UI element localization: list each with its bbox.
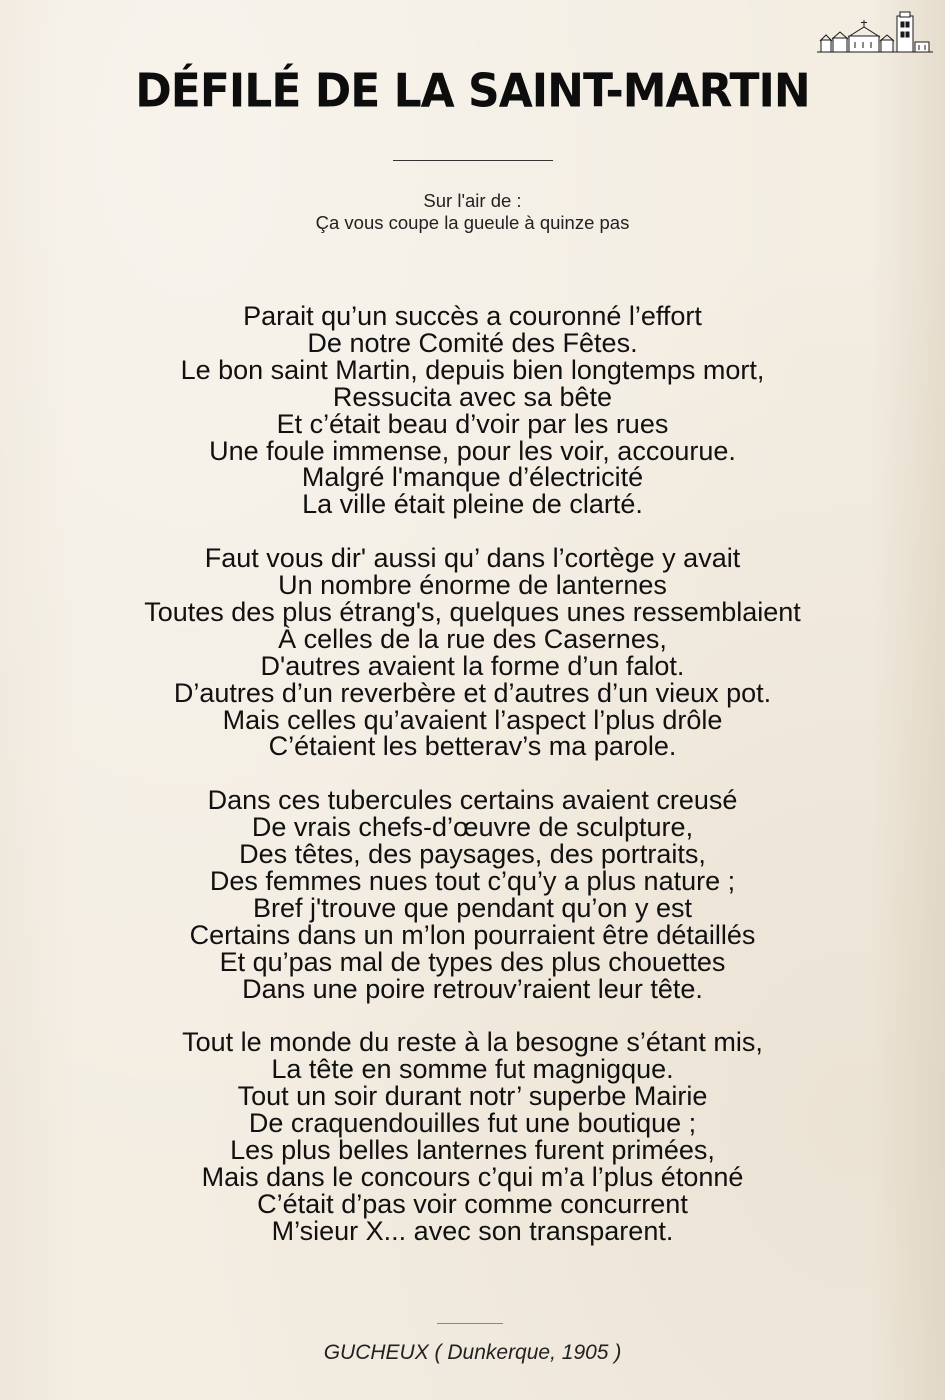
verse-line: Certains dans un m’lon pourraient être détaillés xyxy=(189,919,756,950)
verse-line: Ressucita avec sa bête xyxy=(332,381,613,412)
verse-line: La ville était pleine de clarté. xyxy=(302,489,643,520)
verse-line: De notre Comité des Fêtes. xyxy=(307,327,638,358)
verse-line: Parait qu’un succès a couronné l’effort xyxy=(243,301,702,331)
title-divider xyxy=(393,160,553,161)
verse-line: Une foule immense, pour les voir, accourue. xyxy=(209,435,736,466)
verse-line: Les plus belles lanternes furent primées, xyxy=(230,1135,715,1166)
closing-divider xyxy=(437,1323,503,1324)
tune-name: Ça vous coupe la gueule à quinze pas xyxy=(315,212,630,233)
stanza-2 xyxy=(0,545,945,760)
verse-line: C’était d’pas voir comme concurrent xyxy=(257,1188,688,1219)
verse-line: Mais celles qu’avaient l’aspect l’plus drôle xyxy=(222,704,723,735)
verse-line: D’autres d’un reverbère et d’autres d’un vieux pot. xyxy=(173,677,772,708)
verse-line: Et qu’pas mal de types des plus chouettes xyxy=(219,946,726,977)
verse-line: Un nombre énorme de lanternes xyxy=(278,570,667,601)
verse-line: La tête en somme fut magnigque. xyxy=(271,1054,674,1085)
stanza-3 xyxy=(0,787,945,1002)
verse-line: Le bon saint Martin, depuis bien longtemps mort, xyxy=(180,354,765,385)
verse-line: De vrais chefs-d’œuvre de sculpture, xyxy=(251,812,694,843)
verse-line: Malgré l'manque d’électricité xyxy=(301,462,644,493)
verse-line: Tout le monde du reste à la besogne s’étant mis, xyxy=(182,1027,763,1058)
verse-line: Tout un soir durant notr’ superbe Mairie xyxy=(237,1081,708,1112)
verse-line: Des femmes nues tout c’qu’y a plus nature ; xyxy=(209,866,736,896)
poem-body xyxy=(0,303,945,1272)
verse-line: Faut vous dir' aussi qu’ dans l’cortège y avait xyxy=(204,543,741,574)
verse-line: De craquendouilles fut une boutique ; xyxy=(248,1108,697,1139)
verse-line: D'autres avaient la forme d’un falot. xyxy=(260,650,685,681)
stanza-1 xyxy=(0,303,945,518)
verse-line: Toutes des plus étrang's, quelques unes ressemblaient xyxy=(144,596,801,627)
verse-line: Et c’était beau d’voir par les rues xyxy=(276,408,669,439)
verse-line: Dans ces tubercules certains avaient creusé xyxy=(207,785,738,816)
verse-line: Mais dans le concours c’qui m’a l’plus étonné xyxy=(201,1161,744,1192)
verse-line: Dans une poire retrouv’raient leur tête. xyxy=(242,973,703,1004)
verse-line: À celles de la rue des Casernes, xyxy=(278,623,667,654)
village-church-icon xyxy=(815,10,935,56)
verse-line: Bref j'trouve que pendant qu’on y est xyxy=(253,892,692,923)
author-signature: GUCHEUX ( Dunkerque, 1905 ) xyxy=(323,1341,622,1364)
verse-line: C’étaient les betterav’s ma parole. xyxy=(268,731,677,762)
tune-reference xyxy=(0,190,945,234)
page-title: DÉFILÉ DE LA SAINT-MARTIN xyxy=(135,64,810,119)
verse-line: Des têtes, des paysages, des portraits, xyxy=(239,839,706,870)
stanza-4 xyxy=(0,1029,945,1244)
tune-label: Sur l'air de : xyxy=(423,190,522,211)
verse-line: M’sieur X... avec son transparent. xyxy=(271,1215,674,1246)
